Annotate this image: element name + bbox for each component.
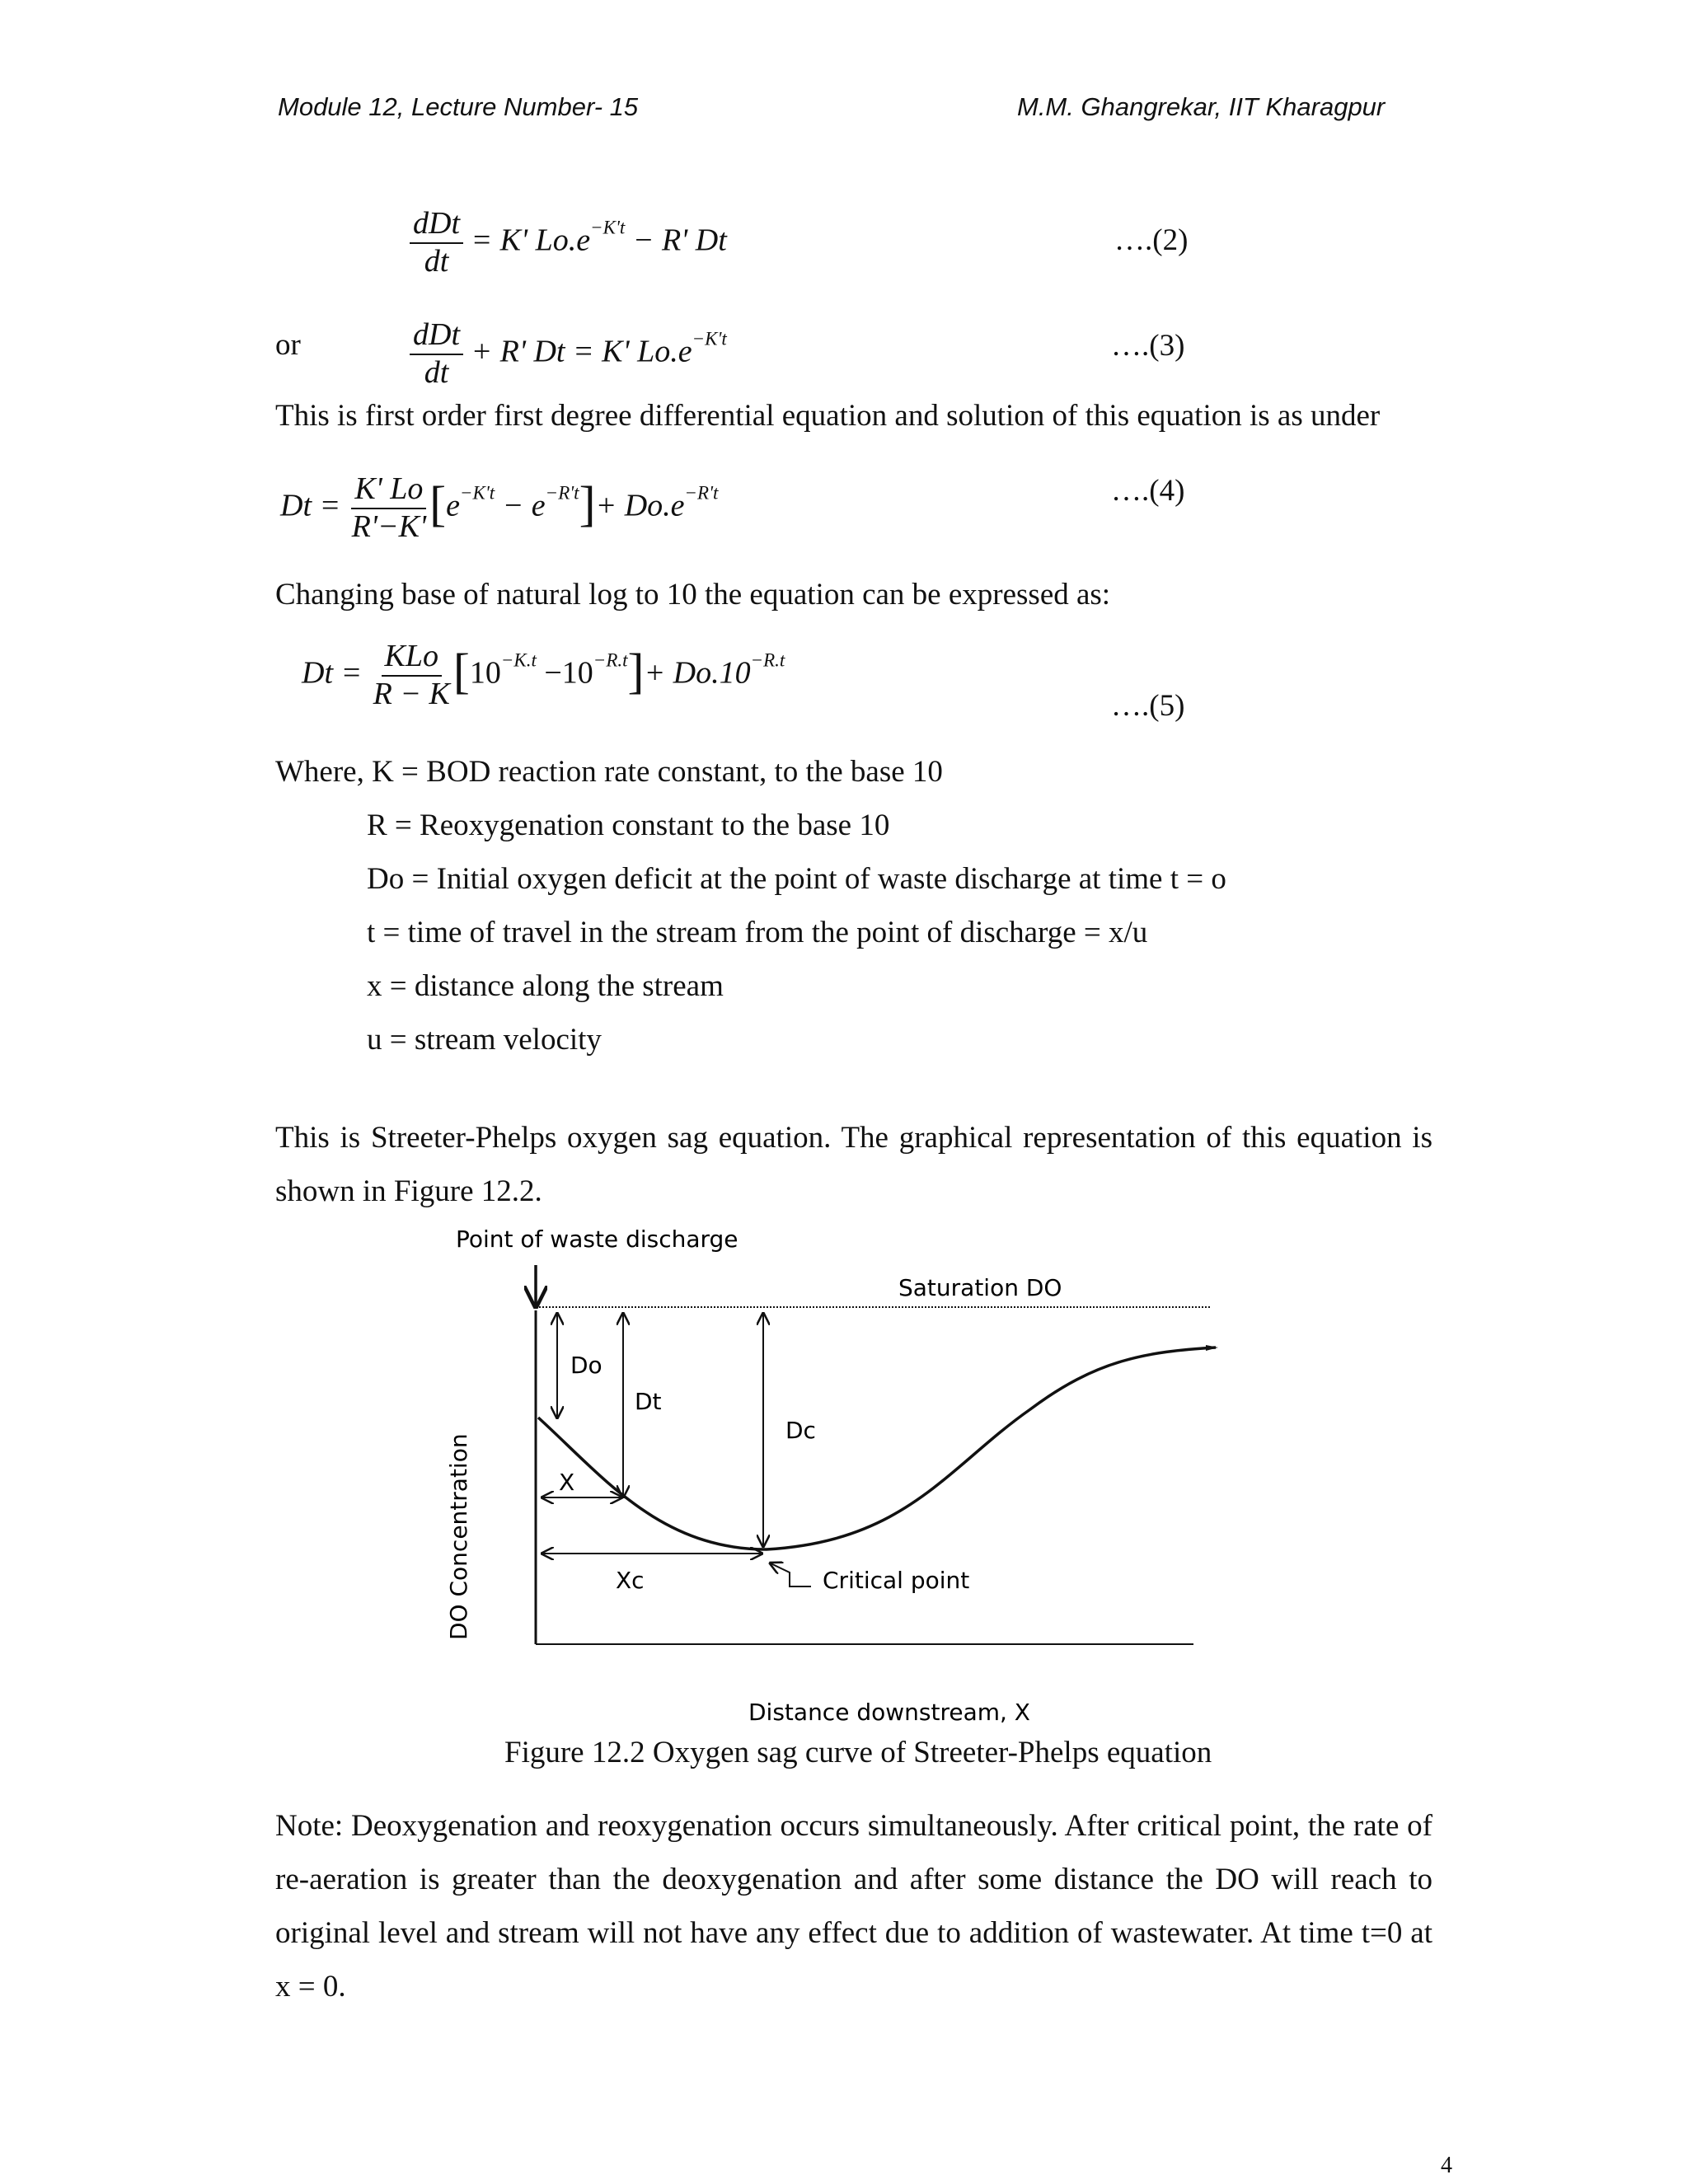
eq2-denominator: dt — [424, 243, 449, 279]
equation-5-label: ….(5) — [1111, 689, 1185, 723]
note-paragraph: Note: Deoxygenation and reoxygenation occurs simultaneously. After critical point, the rate of re-aeration is greater than the deoxygenation and after some distance the DO will reach to original level and stream will not have any effect due to addition of wastewater. At time t=0 at x = 0. — [275, 1809, 1432, 2004]
eq5-term1: 10 — [469, 655, 501, 691]
where-line-t: t = time of travel in the stream from the point of discharge = x/u — [367, 916, 1148, 949]
eq2-rhs-a: = K' Lo.e — [471, 223, 591, 258]
header-right: M.M. Ghangrekar, IIT Kharagpur — [1017, 92, 1386, 121]
eq3-numerator: dDt — [410, 317, 463, 355]
eq5-term1-exponent: −K.t — [500, 649, 537, 671]
eq4-numerator: K' Lo — [351, 471, 426, 509]
eq2-numerator: dDt — [410, 206, 463, 244]
where-line-u: u = stream velocity — [367, 1023, 602, 1057]
eq5-term2: −10 — [536, 655, 593, 691]
where-line-x: x = distance along the stream — [367, 969, 724, 1003]
eq5-right-bracket: ] — [627, 644, 645, 699]
critical-point-label: Critical point — [823, 1567, 970, 1594]
eq4-minus: − e — [495, 488, 546, 523]
eq5-tail: + Do.10 — [644, 655, 751, 691]
eq4-right-bracket: ] — [579, 476, 596, 532]
equation-2-label: ….(2) — [1114, 223, 1189, 257]
dt-label: Dt — [635, 1388, 662, 1415]
curve-end-arrowhead — [1206, 1345, 1218, 1351]
eq5-denominator: R − K — [373, 676, 450, 711]
eq5-tail-exponent: −R.t — [750, 649, 785, 671]
eq4-denominator: R'−K' — [351, 509, 427, 544]
saturation-do-label: Saturation DO — [898, 1274, 1062, 1301]
equation-3-prefix: or — [275, 328, 301, 362]
eq5-numerator: KLo — [382, 639, 442, 677]
where-line-do: Do = Initial oxygen deficit at the point of waste discharge at time t = o — [367, 862, 1226, 896]
x-axis-label: Distance downstream, X — [748, 1699, 1030, 1726]
do-label: Do — [570, 1352, 603, 1379]
eq5-term2-exponent: −R.t — [593, 649, 628, 671]
y-axis-label: DO Concentration — [445, 1433, 472, 1640]
where-line-k: Where, K = BOD reaction rate constant, to the base 10 — [275, 755, 943, 789]
point-of-discharge-label: Point of waste discharge — [456, 1226, 738, 1253]
x-label: X — [559, 1469, 575, 1496]
eq4-e2-exponent: −R't — [545, 482, 579, 504]
intro-line: This is first order first degree differential equation and solution of this equation is as under — [275, 399, 1381, 433]
eq4-e1: e — [446, 488, 460, 523]
eq4-tail: + Do.e — [595, 488, 685, 523]
where-line-r: R = Reoxygenation constant to the base 10 — [367, 808, 890, 842]
figure-caption: Figure 12.2 Oxygen sag curve of Streeter-Phelps equation — [504, 1736, 1212, 1769]
oxygen-sag-curve — [538, 1347, 1216, 1549]
eq4-lhs: Dt = — [280, 488, 341, 523]
eq3-rhs-exponent: −K't — [692, 328, 727, 349]
eq2-rhs-a-exponent: −K't — [590, 217, 626, 238]
eq4-tail-exponent: −R't — [684, 482, 719, 504]
eq3-rhs: + R' Dt = K' Lo.e — [471, 334, 692, 369]
eq3-denominator: dt — [424, 354, 449, 390]
xc-label: Xc — [616, 1567, 645, 1594]
equation-3-label: ….(3) — [1111, 329, 1185, 363]
eq4-e1-exponent: −K't — [459, 482, 495, 504]
critical-point-leader — [769, 1563, 811, 1586]
equation-4-label: ….(4) — [1111, 474, 1185, 508]
page-number: 4 — [1441, 2153, 1452, 2178]
eq5-lhs: Dt = — [302, 655, 363, 691]
eq5-left-bracket: [ — [452, 644, 470, 699]
eq2-rhs-b: − R' Dt — [625, 223, 727, 258]
eq4-left-bracket: [ — [429, 476, 447, 532]
header-left: Module 12, Lecture Number- 15 — [278, 92, 639, 121]
dc-label: Dc — [785, 1417, 816, 1444]
change-base-line: Changing base of natural log to 10 the equation can be expressed as: — [275, 578, 1111, 612]
streeter-paragraph: This is Streeter-Phelps oxygen sag equation. The graphical representation of this equation is shown in Figure 12.2. — [275, 1121, 1432, 1208]
